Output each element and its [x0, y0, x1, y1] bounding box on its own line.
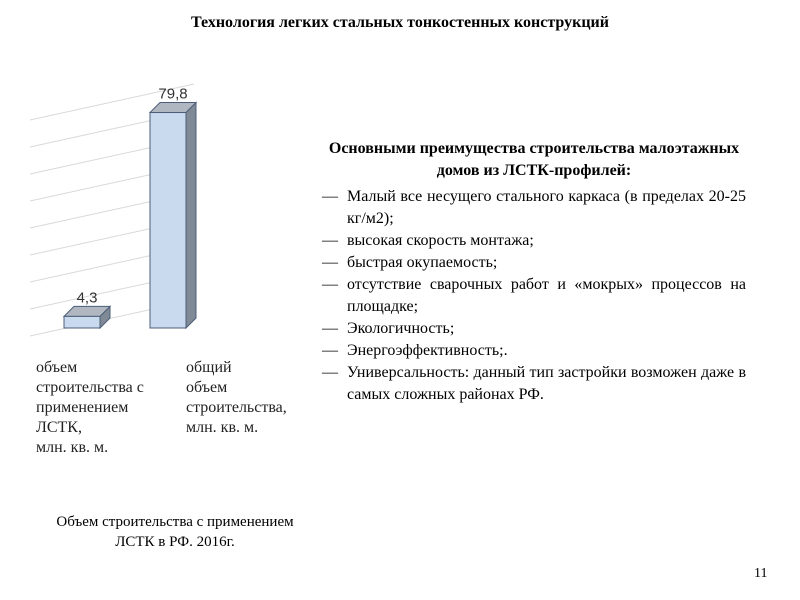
- category-label-line: строительства,: [186, 399, 287, 416]
- list-item: [322, 318, 746, 340]
- list-item: [322, 362, 746, 406]
- dash-bullet: —: [322, 364, 338, 381]
- dash-bullet: —: [322, 188, 338, 205]
- list-item-text: Экологичность;: [347, 320, 455, 337]
- advantages-heading: Основными преимущества строительства малоэтажных домов из ЛСТК-профилей:: [328, 140, 740, 179]
- list-item-text: отсутствие сварочных работ и «мокрых» процессов на площадке;: [347, 276, 746, 315]
- list-item: [322, 340, 746, 362]
- advantages-list: [322, 186, 746, 406]
- chart-caption: [20, 512, 330, 552]
- bar: [150, 103, 196, 328]
- bar-value-label: 79,8: [158, 85, 188, 103]
- bar-side-face: [186, 103, 196, 328]
- list-item-text: Универсальность: данный тип застройки возможен даже в самых сложных районах РФ.: [347, 364, 746, 403]
- category-label-line: строительства с: [36, 379, 144, 396]
- caption-line: ЛСТК в РФ. 2016г.: [115, 534, 235, 550]
- category-label-total: [186, 358, 287, 438]
- category-label-line: общий: [186, 359, 232, 376]
- category-label-line: ЛСТК,: [36, 419, 82, 436]
- list-item: [322, 230, 746, 252]
- advantages-block: [322, 138, 746, 406]
- dash-bullet: —: [322, 232, 338, 249]
- list-item: [322, 274, 746, 318]
- list-item-text: высокая скорость монтажа;: [347, 232, 534, 249]
- bar-value-label: 4,3: [76, 289, 98, 307]
- bar-front-face: [150, 113, 186, 328]
- dash-bullet: —: [322, 276, 338, 293]
- dash-bullet: —: [322, 342, 338, 359]
- slide-title: Технология легких стальных тонкостенных конструкций: [190, 14, 609, 31]
- list-item-text: быстрая окупаемость;: [347, 254, 498, 271]
- category-label-lstk: [36, 358, 144, 458]
- dash-bullet: —: [322, 320, 338, 337]
- list-item-text: Энергоэффективность;.: [347, 342, 508, 359]
- caption-line: Объем строительства с применением: [56, 514, 294, 530]
- bar: [64, 306, 110, 328]
- list-item: [322, 252, 746, 274]
- category-label-line: объем: [186, 379, 228, 396]
- category-label-line: млн. кв. м.: [36, 439, 109, 456]
- dash-bullet: —: [322, 254, 338, 271]
- list-item-text: Малый все несущего стального каркаса (в пределах 20-25 кг/м2);: [347, 188, 746, 227]
- bar-front-face: [64, 316, 100, 328]
- list-item: [322, 186, 746, 230]
- category-label-line: млн. кв. м.: [186, 419, 259, 436]
- category-label-line: применением: [36, 399, 129, 416]
- page-number: 11: [754, 566, 768, 581]
- category-label-line: объем: [36, 359, 78, 376]
